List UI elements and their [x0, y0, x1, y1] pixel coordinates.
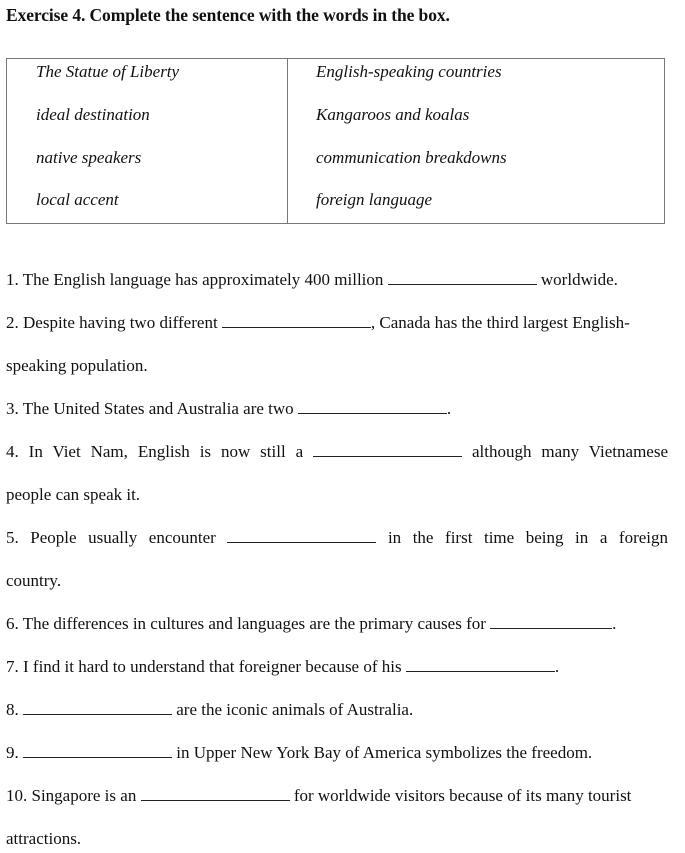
sentence-1 — [6, 270, 668, 290]
sentence-text: . — [554, 657, 560, 676]
answer-blank[interactable] — [23, 700, 172, 715]
sentence-text: 4. In Viet Nam, English is now still a — [6, 442, 304, 461]
sentence-5-continued: country. — [6, 571, 62, 590]
sentence-text: . — [446, 399, 452, 418]
sentence-2-continued: speaking population. — [6, 356, 148, 375]
sentence-8 — [6, 700, 668, 720]
sentence-text: 8. — [6, 700, 19, 719]
sentence-text: . — [612, 614, 617, 633]
sentence-text: 1. The English language has approximately 400 million — [6, 270, 384, 289]
answer-blank[interactable] — [23, 743, 172, 758]
answer-blank[interactable] — [388, 270, 537, 285]
sentence-10 — [6, 786, 668, 806]
word-box-item: English-speaking countries — [316, 62, 502, 81]
sentence-text: 5. People usually encounter — [6, 528, 216, 547]
answer-blank[interactable] — [490, 614, 612, 629]
sentence-3 — [6, 399, 668, 419]
sentence-2 — [6, 313, 668, 333]
answer-blank[interactable] — [406, 657, 555, 672]
sentence-text: although many Vietnamese — [471, 442, 669, 461]
sentence-text: , Canada has the third largest English- — [370, 313, 630, 332]
sentence-text: in the first time being in a foreign — [387, 528, 669, 547]
sentence-5 — [6, 528, 668, 548]
sentence-9 — [6, 743, 668, 763]
sentence-text: 7. I find it hard to understand that foreigner because of his — [6, 657, 402, 676]
sentence-7 — [6, 657, 668, 677]
sentence-4 — [6, 442, 668, 462]
sentence-text: 6. The differences in cultures and languages are the primary causes for — [6, 614, 486, 633]
sentence-text: 2. Despite having two different — [6, 313, 218, 332]
sentence-10-continued: attractions. — [6, 829, 82, 848]
answer-blank[interactable] — [227, 528, 376, 543]
word-box — [6, 58, 665, 224]
answer-blank[interactable] — [313, 442, 462, 457]
sentence-text: for worldwide visitors because of its many tourist — [293, 786, 632, 805]
word-box-item: local accent — [36, 190, 119, 209]
answer-blank[interactable] — [222, 313, 371, 328]
word-box-item: The Statue of Liberty — [36, 62, 180, 81]
sentence-text: in Upper New York Bay of America symbolizes the freedom. — [176, 743, 593, 762]
word-box-item: native speakers — [36, 148, 142, 167]
sentence-text: 9. — [6, 743, 19, 762]
sentence-text: worldwide. — [540, 270, 618, 289]
answer-blank[interactable] — [298, 399, 447, 414]
answer-blank[interactable] — [141, 786, 290, 801]
word-box-item: communication breakdowns — [316, 148, 507, 167]
word-box-item: Kangaroos and koalas — [316, 105, 470, 124]
sentence-6 — [6, 614, 668, 634]
sentence-text: 10. Singapore is an — [6, 786, 137, 805]
exercise-title: Exercise 4. Complete the sentence with the words in the box. — [6, 5, 450, 25]
sentence-text: are the iconic animals of Australia. — [176, 700, 414, 719]
sentence-4-continued: people can speak it. — [6, 485, 141, 504]
word-box-item: foreign language — [316, 190, 432, 209]
word-box-item: ideal destination — [36, 105, 150, 124]
word-box-divider — [287, 59, 288, 223]
sentence-text: 3. The United States and Australia are two — [6, 399, 294, 418]
